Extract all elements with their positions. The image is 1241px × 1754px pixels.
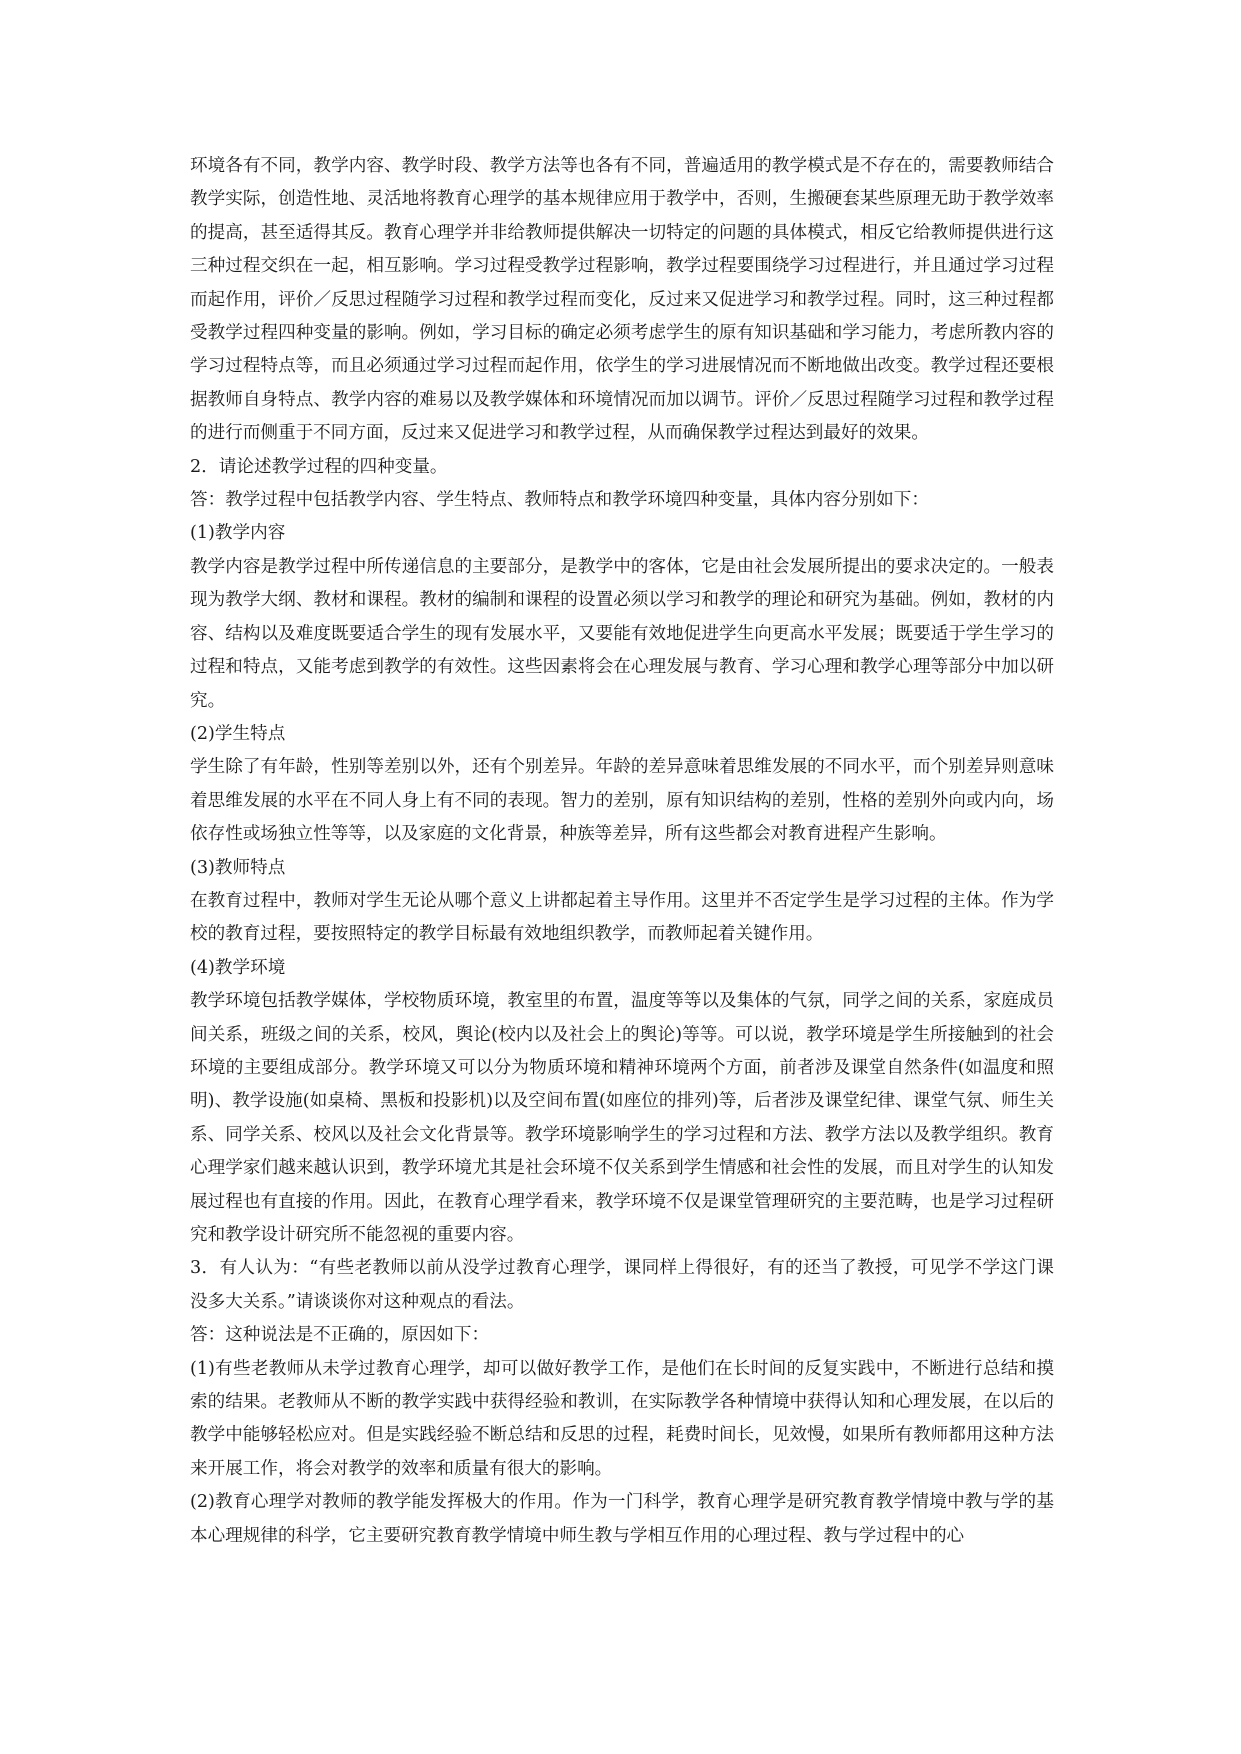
answer-3-intro: 答：这种说法是不正确的，原因如下： [190,1325,490,1346]
question-2: 2．请论述教学过程的四种变量。 [190,456,448,477]
answer-3-point-2: (2)教育心理学对教师的教学能发挥极大的作用。作为一门科学，教育心理学是研究教育教学情境中教与学的基本心理规律的科学，它主要研究教育教学情境中师生教与学相互作用的心理过程、教与学过程中的心 [190,1492,1054,1546]
answer-2-intro: 答：教学过程中包括教学内容、学生特点、教师特点和教学环境四种变量，具体内容分别如下： [190,490,929,511]
paragraph-continuation: 环境各有不同，教学内容、教学时段、教学方法等也各有不同，普遍适用的教学模式是不存在的，需要教师结合教学实际，创造性地、灵活地将教育心理学的基本规律应用于教学中，否则，生搬硬套某些原理无助于教学效率的提高，甚至适得其反。教育心理学并非给教师提供解决一切特定的问题的具体模式，相反它给教师提供进行这三种过程交织在一起，相互影响。学习过程受教学过程影响，教学过程要围绕学习过程进行，并且通过学习过程而起作用，评价／反思过程随学习过程和教学过程而变化，反过来又促进学习和教学过程。同时，这三种过程都受教学过程四种变量的影响。例如，学习目标的确定必须考虑学生的原有知识基础和学习能力，考虑所教内容的学习过程特点等，而且必须通过学习过程而起作用，依学生的学习进展情况而不断地做出改变。教学过程还要根据教师自身特点、教学内容的难易以及教学媒体和环境情况而加以调节。评价／反思过程随学习过程和教学过程的进行而侧重于不同方面，反过来又促进学习和教学过程，从而确保教学过程达到最好的效果。 [190,156,1054,444]
heading-teaching-content: (1)教学内容 [190,523,286,544]
answer-3-point-1: (1)有些老教师从未学过教育心理学，却可以做好教学工作，是他们在长时间的反复实践中，不断进行总结和摸索的结果。老教师从不断的教学实践中获得经验和教训，在实际教学各种情境中获得认知和心理发展，在以后的教学中能够轻松应对。但是实践经验不断总结和反思的过程，耗费时间长，见效慢，如果所有教师都用这种方法来开展工作，将会对教学的效率和质量有很大的影响。 [190,1358,1054,1479]
heading-teaching-environment: (4)教学环境 [190,957,286,978]
heading-teacher-traits: (3)教师特点 [190,857,286,878]
paragraph-student-traits: 学生除了有年龄，性别等差别以外，还有个别差异。年龄的差异意味着思维发展的不同水平，而个别差异则意味着思维发展的水平在不同人身上有不同的表现。智力的差别，原有知识结构的差别，性格的差别外向或内向，场依存性或场独立性等等，以及家庭的文化背景，种族等差异，所有这些都会对教育进程产生影响。 [190,757,1054,845]
heading-student-traits: (2)学生特点 [190,723,286,744]
question-3: 3．有人认为：“有些老教师以前从没学过教育心理学，课同样上得很好，有的还当了教授，可见学不学这门课没多大关系。”请谈谈你对这种观点的看法。 [190,1258,1054,1312]
document-body [190,150,1054,1553]
paragraph-teaching-environment: 教学环境包括教学媒体，学校物质环境，教室里的布置，温度等等以及集体的气氛，同学之间的关系，家庭成员间关系，班级之间的关系，校风，舆论(校内以及社会上的舆论)等等。可以说，教学环境是学生所接触到的社会环境的主要组成部分。教学环境又可以分为物质环境和精神环境两个方面，前者涉及课堂自然条件(如温度和照明)、教学设施(如桌椅、黑板和投影机)以及空间布置(如座位的排列)等，后者涉及课堂纪律、课堂气氛、师生关系、同学关系、校风以及社会文化背景等。教学环境影响学生的学习过程和方法、教学方法以及教学组织。教育心理学家们越来越认识到，教学环境尤其是社会环境不仅关系到学生情感和社会性的发展，而且对学生的认知发展过程也有直接的作用。因此，在教育心理学看来，教学环境不仅是课堂管理研究的主要范畴，也是学习过程研究和教学设计研究所不能忽视的重要内容。 [190,991,1054,1245]
paragraph-teaching-content: 教学内容是教学过程中所传递信息的主要部分，是教学中的客体，它是由社会发展所提出的要求决定的。一般表现为教学大纲、教材和课程。教材的编制和课程的设置必须以学习和教学的理论和研究为基础。例如，教材的内容、结构以及难度既要适合学生的现有发展水平，又要能有效地促进学生向更高水平发展；既要适于学生学习的过程和特点，又能考虑到教学的有效性。这些因素将会在心理发展与教育、学习心理和教学心理等部分中加以研究。 [190,556,1054,711]
paragraph-teacher-traits: 在教育过程中，教师对学生无论从哪个意义上讲都起着主导作用。这里并不否定学生是学习过程的主体。作为学校的教育过程，要按照特定的教学目标最有效地组织教学，而教师起着关键作用。 [190,890,1054,945]
